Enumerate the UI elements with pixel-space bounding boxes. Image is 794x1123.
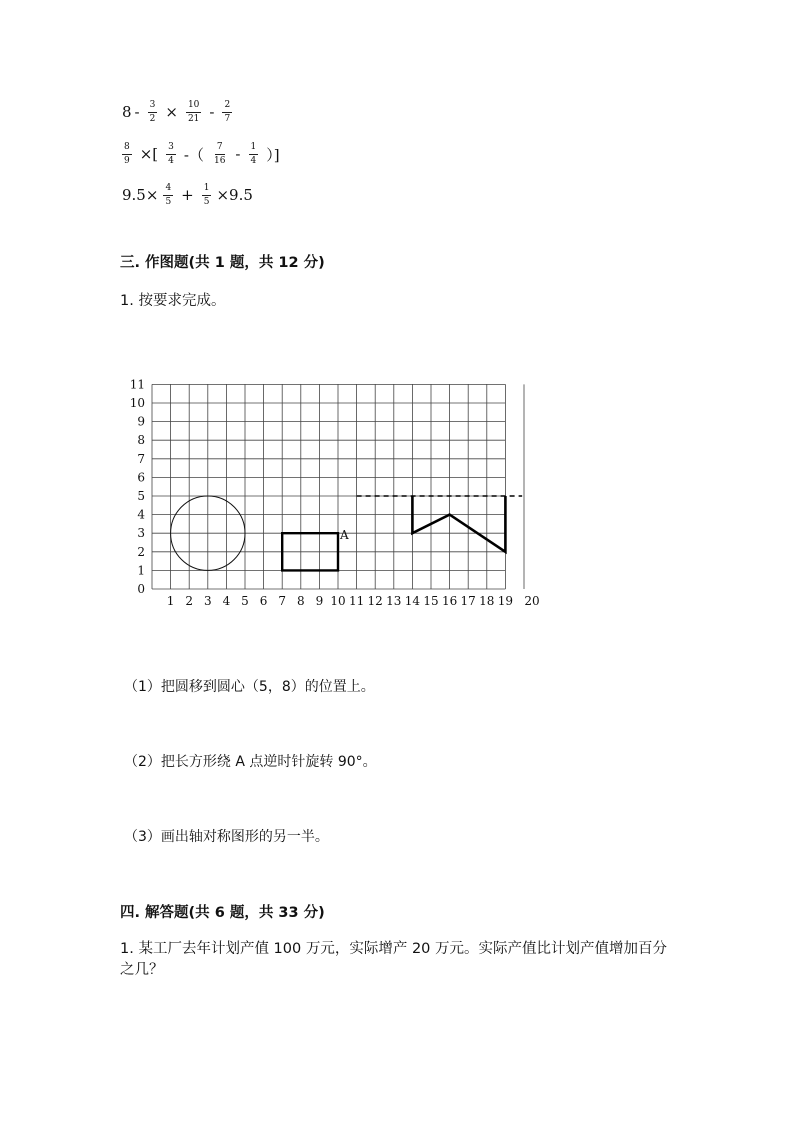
- fraction: $\frac{10}{21}$: [187, 99, 200, 124]
- fraction: $\frac{3}{2}$: [149, 99, 156, 124]
- question-1-text: 1. 某工厂去年计划产值 100 万元，实际增产 20 万元。实际产值比计划产值增加百分之几？: [120, 941, 668, 978]
- expression-line-2: [122, 138, 283, 170]
- y-tick-label: 0: [137, 582, 145, 596]
- expression-line-3: [122, 179, 253, 211]
- grid-labels: [130, 377, 540, 608]
- operator: ×[: [139, 145, 159, 163]
- operator: -: [235, 145, 241, 163]
- x-tick-label: 8: [296, 594, 305, 608]
- y-tick-label: 9: [137, 414, 145, 429]
- x-tick-label: 5: [241, 594, 249, 608]
- coordinate-grid: [110, 370, 550, 630]
- y-tick-label: 8: [137, 433, 145, 448]
- x-tick-label: 9: [315, 594, 324, 608]
- x-tick-label: 16: [441, 594, 458, 608]
- y-tick-label: 3: [137, 526, 145, 541]
- x-tick-label: 12: [367, 594, 383, 608]
- operator: -（: [183, 145, 204, 164]
- half-shape: [412, 496, 505, 552]
- x-tick-label: 4: [222, 594, 231, 608]
- x-tick-label: 3: [203, 594, 212, 608]
- fraction: $\frac{7}{16}$: [213, 141, 226, 166]
- x-tick-label: 6: [259, 594, 268, 608]
- fraction: $\frac{1}{5}$: [203, 182, 210, 207]
- sub-question-1: （1）把圆移到圆心（5，8）的位置上。: [124, 679, 375, 695]
- x-tick-label: 11: [348, 594, 365, 608]
- operator: -: [134, 103, 140, 121]
- section-4-heading: 四. 解答题(共 6 题，共 33 分): [120, 905, 325, 921]
- x-tick-label: 2: [185, 594, 194, 608]
- y-tick-label: 5: [137, 489, 145, 503]
- y-tick-label: 7: [137, 451, 145, 466]
- point-a-label: A: [340, 528, 349, 543]
- number: 9.5×: [122, 186, 159, 204]
- fraction: $\frac{4}{5}$: [165, 182, 172, 207]
- fraction: $\frac{2}{7}$: [224, 99, 231, 124]
- y-tick-label: 4: [137, 507, 145, 522]
- x-tick-label: 17: [460, 594, 476, 608]
- x-tick-label: 18: [479, 594, 495, 608]
- x-tick-label: 20: [524, 594, 540, 608]
- x-tick-label: 10: [330, 594, 346, 608]
- x-tick-label: 7: [278, 594, 287, 608]
- fraction: $\frac{8}{9}$: [124, 141, 130, 166]
- sub-question-2: （2）把长方形绕 A 点逆时针旋转 90°。: [124, 754, 377, 770]
- fraction: $\frac{1}{4}$: [250, 141, 257, 166]
- y-tick-label: 1: [137, 563, 145, 578]
- x-tick-label: 1: [166, 594, 175, 608]
- x-tick-label: 19: [497, 594, 514, 608]
- sub-question-3: （3）画出轴对称图形的另一半。: [124, 829, 329, 845]
- operator: ×: [165, 103, 178, 121]
- y-tick-label: 10: [129, 396, 145, 410]
- y-tick-label: 6: [137, 470, 145, 485]
- question-1-title: 1. 按要求完成。: [120, 293, 226, 309]
- number: ×9.5: [216, 186, 253, 204]
- number: 8: [122, 103, 132, 121]
- x-tick-label: 14: [404, 594, 421, 608]
- x-tick-label: 15: [423, 594, 439, 608]
- expression-line-1: [122, 96, 237, 128]
- y-tick-label: 11: [129, 377, 145, 392]
- section-3-heading: 三. 作图题(共 1 题，共 12 分): [120, 255, 325, 271]
- operator: -: [209, 103, 215, 121]
- y-tick-label: 2: [137, 544, 145, 559]
- fraction: $\frac{3}{4}$: [168, 141, 174, 166]
- operator: ）]: [266, 145, 280, 164]
- x-tick-label: 13: [386, 594, 402, 608]
- operator: +: [181, 186, 194, 204]
